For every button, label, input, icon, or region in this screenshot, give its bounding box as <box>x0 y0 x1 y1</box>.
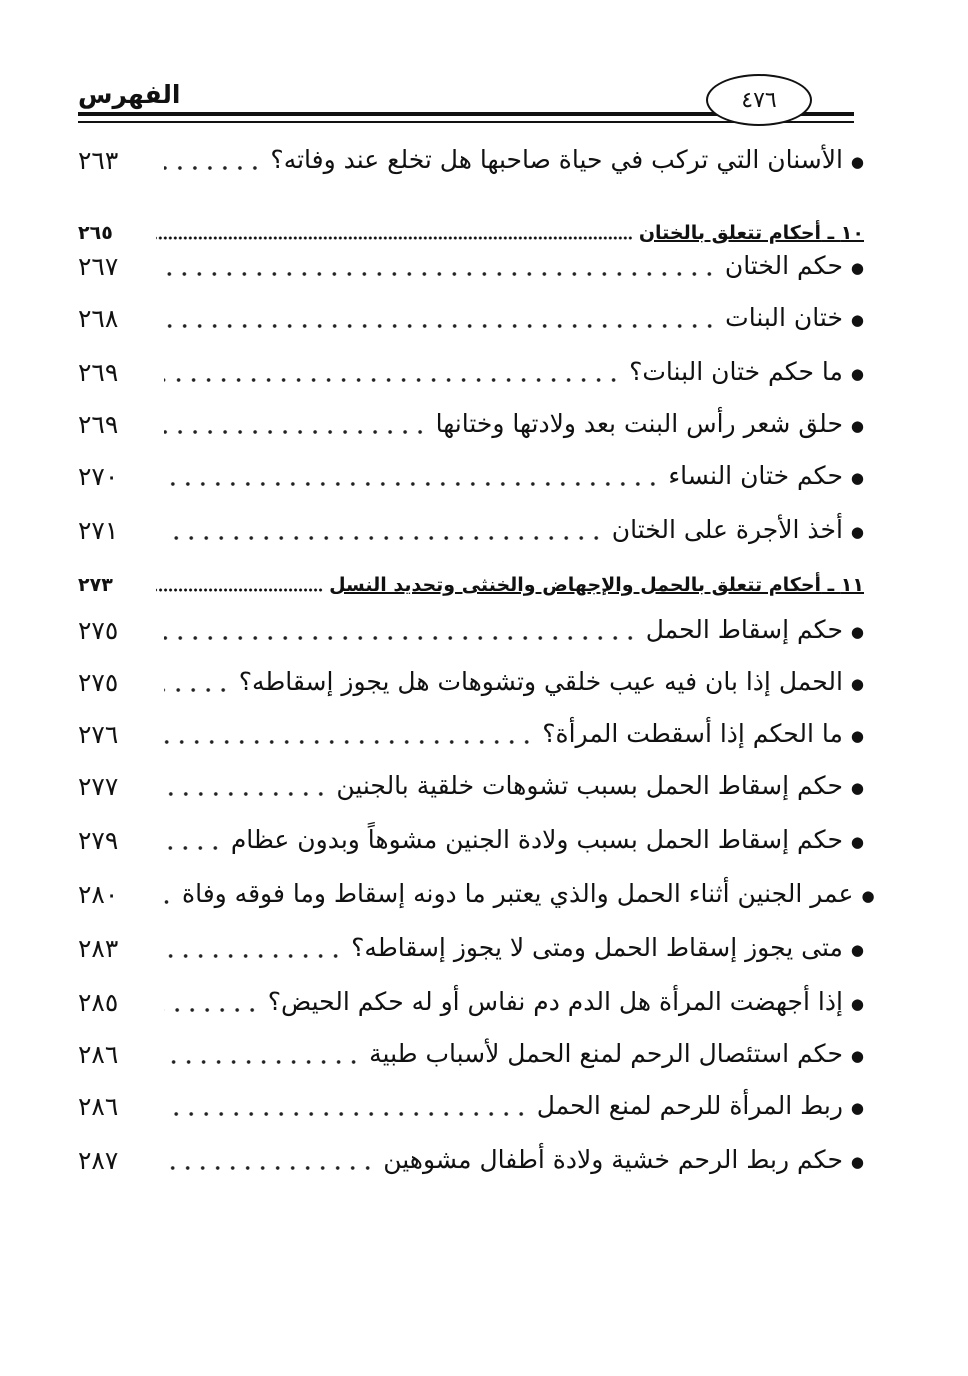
bullet-icon: ● <box>850 1152 864 1171</box>
entry-title: ما الحكم إذا أسقطت المرأة؟ <box>542 719 843 749</box>
entry-text <box>542 711 864 759</box>
index-entry <box>78 402 864 448</box>
dot-leader <box>164 482 660 486</box>
dot-leader <box>164 688 231 692</box>
index-entry <box>78 818 864 864</box>
dot-leader <box>164 166 262 170</box>
index-entry <box>78 508 864 554</box>
entry-title: حلق شعر رأس البنت بعد ولادتها وختانها <box>435 409 843 439</box>
bullet-icon: ● <box>850 622 864 641</box>
entry-title: أخذ الأجرة على الختان <box>611 515 843 545</box>
bullet-icon: ● <box>850 152 864 171</box>
bullet-icon: ● <box>861 886 875 905</box>
dot-leader <box>164 636 638 640</box>
entry-page-number: ٢٦٣ <box>78 146 119 175</box>
bullet-icon: ● <box>850 994 864 1013</box>
bullet-icon: ● <box>850 258 864 277</box>
entry-page-number: ٢٨٥ <box>78 988 119 1017</box>
section-number: ١١ <box>840 574 864 596</box>
entry-title: ختان البنات <box>725 303 843 333</box>
index-entry <box>78 712 864 758</box>
entry-text <box>436 401 864 449</box>
section-number: ١٠ <box>840 222 864 244</box>
entry-title: الحمل إذا بان فيه عيب خلقي وتشوهات هل يجوز إسقاطه؟ <box>238 667 843 697</box>
page-number: ٤٧٦ <box>706 74 812 126</box>
index-entry <box>78 1032 864 1078</box>
index-entry <box>78 454 864 500</box>
index-entry <box>78 872 875 918</box>
entry-page-number: ٢٨٦ <box>78 1040 119 1069</box>
index-entry <box>78 350 864 396</box>
section-title: أحكام تتعلق بالحمل والإجهاض والخنثى وتحديد النسل <box>329 574 822 596</box>
entry-title: إذا أجهضت المرأة هل الدم دم نفاس أو له حكم الحيض؟ <box>267 987 843 1017</box>
entry-page-number: ٢٧٠ <box>78 462 119 491</box>
section-title: أحكام تتعلق بالختان <box>638 222 822 244</box>
bullet-icon: ● <box>850 674 864 693</box>
bullet-icon: ● <box>850 468 864 487</box>
entry-page-number: ٢٦٥ <box>78 222 113 244</box>
entry-text <box>268 979 864 1027</box>
dot-leader <box>164 324 717 328</box>
dot-leader <box>164 900 174 904</box>
section-dash: ـ <box>821 574 841 596</box>
entry-title: ما حكم ختان البنات؟ <box>629 357 843 387</box>
bullet-icon: ● <box>850 522 864 541</box>
entry-page-number: ٢٧٣ <box>78 574 113 596</box>
dot-leader <box>164 430 428 434</box>
entry-text <box>537 1083 864 1131</box>
bullet-icon: ● <box>850 940 864 959</box>
entry-title: حكم إسقاط الحمل بسبب تشوهات خلقية بالجنين <box>336 771 843 801</box>
dot-leader <box>164 272 717 276</box>
section-dash: ـ <box>821 222 841 244</box>
entry-title: حكم إسقاط الحمل <box>645 615 843 645</box>
entry-text <box>336 763 864 811</box>
entry-page-number: ٢٧٧ <box>78 772 119 801</box>
entry-title: حكم الختان <box>724 251 843 281</box>
bullet-icon: ● <box>850 364 864 383</box>
dot-leader <box>164 1008 260 1012</box>
entry-page-number: ٢٦٩ <box>78 358 119 387</box>
page-title: الفهرس <box>78 80 181 109</box>
entry-title: عمر الجنين أثناء الحمل والذي يعتبر ما دونه إسقاط وما فوقه وفاة <box>182 879 854 909</box>
dot-leader <box>164 536 604 540</box>
entry-page-number: ٢٦٩ <box>78 410 119 439</box>
index-entry <box>78 608 864 654</box>
dot-leader <box>164 1060 361 1064</box>
entry-text <box>270 137 864 185</box>
entry-title: حكم إسقاط الحمل بسبب ولادة الجنين مشوهاً وبدون عظام <box>230 825 843 855</box>
entry-page-number: ٢٨٧ <box>78 1146 119 1175</box>
entry-text <box>182 871 875 919</box>
entry-page-number: ٢٦٨ <box>78 304 119 333</box>
entry-text <box>383 1137 864 1185</box>
dot-leader <box>164 954 343 958</box>
index-entry <box>78 138 864 184</box>
bullet-icon: ● <box>850 1046 864 1065</box>
entry-text <box>725 243 864 291</box>
bullet-icon: ● <box>850 726 864 745</box>
entry-title: ربط المرأة للرحم لمنع الحمل <box>536 1091 843 1121</box>
index-section-heading <box>78 562 864 608</box>
entry-page-number: ٢٦٧ <box>78 252 119 281</box>
entry-text <box>646 607 864 655</box>
entry-text <box>231 817 864 865</box>
entry-text <box>351 925 864 973</box>
bullet-icon: ● <box>850 832 864 851</box>
entry-text <box>725 295 864 343</box>
entry-text <box>369 1031 864 1079</box>
dot-leader <box>164 792 328 796</box>
dot-leader <box>164 378 621 382</box>
entry-title: حكم ختان النساء <box>668 461 843 491</box>
entry-page-number: ٢٧٩ <box>78 826 119 855</box>
entry-page-number: ٢٧٦ <box>78 720 119 749</box>
entry-page-number: ٢٧٥ <box>78 668 119 697</box>
entry-text <box>629 349 864 397</box>
entry-text <box>239 659 864 707</box>
entry-page-number: ٢٨٣ <box>78 934 119 963</box>
dot-leader <box>164 1112 529 1116</box>
entry-page-number: ٢٨٠ <box>78 880 119 909</box>
bullet-icon: ● <box>850 416 864 435</box>
entry-text <box>612 507 864 555</box>
index-entry <box>78 1138 864 1184</box>
entry-page-number: ٢٧١ <box>78 516 119 545</box>
bullet-icon: ● <box>850 778 864 797</box>
dot-leader <box>164 1166 375 1170</box>
index-entry <box>78 764 864 810</box>
entry-title: حكم استئصال الرحم لمنع الحمل لأسباب طبية <box>369 1039 843 1069</box>
dot-leader <box>164 740 534 744</box>
entry-page-number: ٢٨٦ <box>78 1092 119 1121</box>
index-entry <box>78 1084 864 1130</box>
index-entry <box>78 926 864 972</box>
entry-title: الأسنان التي تركب في حياة صاحبها هل تخلع عند وفاته؟ <box>270 145 843 175</box>
entry-text <box>668 453 864 501</box>
dot-leader <box>156 588 323 592</box>
bullet-icon: ● <box>850 1098 864 1117</box>
index-entry <box>78 980 864 1026</box>
dot-leader <box>156 236 633 240</box>
entry-text <box>329 562 864 608</box>
index-entry <box>78 296 864 342</box>
entry-page-number: ٢٧٥ <box>78 616 119 645</box>
index-entry <box>78 244 864 290</box>
bullet-icon: ● <box>850 310 864 329</box>
index-entry <box>78 660 864 706</box>
dot-leader <box>164 846 223 850</box>
entry-title: متى يجوز إسقاط الحمل ومتى لا يجوز إسقاطه؟ <box>351 933 843 963</box>
entry-title: حكم ربط الرحم خشية ولادة أطفال مشوهين <box>383 1145 843 1175</box>
